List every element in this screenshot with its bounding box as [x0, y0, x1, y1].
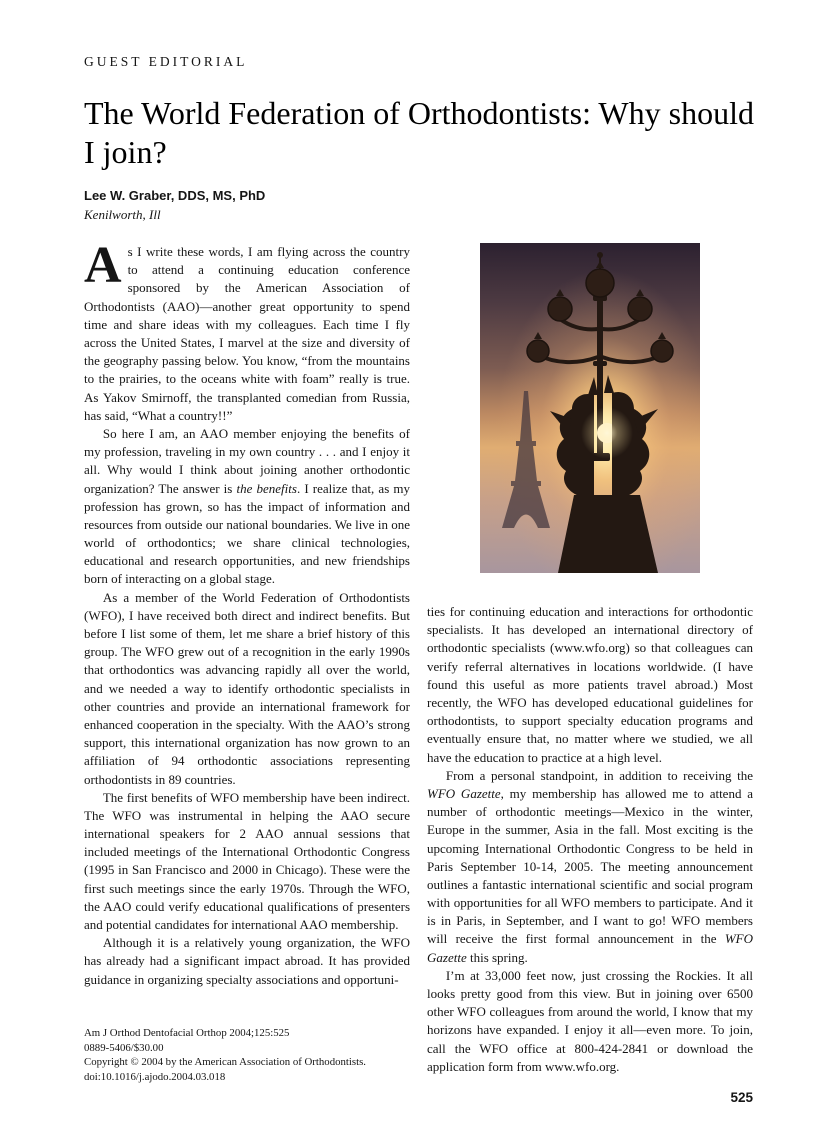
- text-run: Although it is a relatively young organization, the WFO has already had a significant impact abroad. It has provided guidance in organizing specialty associations and opportuni-: [84, 935, 410, 987]
- page-number: 525: [730, 1089, 753, 1105]
- text-run: . I realize that, as my profession has grown, so has the impact of information and resources from outside our national boundaries. We live in one world of orthodontics; we share clinical technologies, educational and research opportunities, and new friendships born of interacting on a global stage.: [84, 480, 410, 587]
- author-affiliation: Kenilworth, Ill: [84, 207, 161, 223]
- citation-line: Copyright © 2004 by the American Association of Orthodontists.: [84, 1056, 366, 1069]
- section-label: GUEST EDITORIAL: [84, 54, 248, 69]
- italic-text: WFO Gazette: [427, 785, 501, 801]
- text-run: From a personal standpoint, in addition to receiving the: [445, 767, 753, 783]
- text-run: , my membership has allowed me to attend a number of orthodontic meetings—Mexico in the winter, Europe in the summer, Asia in the fall. Most exciting is the upcoming International Orthodontic Congress to be held in Paris September 10-14, 2005. The meeting announcement outlines a fantastic international scientific and social program with opportunities for all WFO members to participate. And it is in Paris, in September, and I want to go! WFO members will receive the first formal announcement in the: [427, 785, 753, 947]
- left-column: [84, 237, 410, 1084]
- drop-cap: A: [84, 237, 122, 295]
- left-paragraphs: [84, 425, 410, 989]
- text-run: ties for continuing education and interactions for orthodontic specialists. It has developed an international directory of orthodontic specialists (www.wfo.org) so that colleagues can verify referral alternatives in locations worldwide. (I have found this useful as more patients travel abroad.) Most recently, the WFO has developed educational guidelines for orthodontists, to support specialty education programs and eventually ensure that, no matter where we studied, we all have the education to practice at a high level.: [427, 604, 753, 765]
- body-paragraph: [427, 603, 753, 767]
- body-paragraph: [84, 789, 410, 935]
- right-paragraphs: [427, 603, 753, 1076]
- author-name: Lee W. Graber, DDS, MS, PhD: [84, 188, 266, 204]
- paris-lamp-sunset-photo: [480, 243, 700, 573]
- citation-line: 0889-5406/$30.00: [84, 1041, 164, 1054]
- text-run: So here I am, an AAO member enjoying the benefits of my profession, traveling in my own country . . . and I enjoy it all. Why would I think about joining another orthodontic organization? The answer is: [84, 425, 410, 496]
- text-run: this spring.: [466, 949, 528, 965]
- body-paragraph: [84, 425, 410, 589]
- text-run: As a member of the World Federation of Orthodontists (WFO), I have received both direct and indirect benefits. But before I list some of them, let me share a brief history of this group. The WFO grew out of a recognition in the early 1990s that orthodontics was advancing rapidly all over the world, and we needed a way to identify orthodontic specialists in other countries and provide an international framework for enhanced cooperation in the specialty. With the AAO’s strong support, this international organization has now grown to an affiliation of 94 orthodontic associations representing orthodontists in 89 countries.: [84, 589, 410, 787]
- text-run: The first benefits of WFO membership have been indirect. The WFO was instrumental in helping the AAO secure international speakers for 2 AAO annual sessions that included meetings of the International Orthodontic Congress (1995 in San Francisco and 2000 in Chicago). These were the first such meetings since the early 1970s. Through the WFO, the AAO could verify educational qualifications of presenters and potential candidates for international AAO membership.: [84, 789, 410, 932]
- body-paragraph: [427, 767, 753, 967]
- two-column-body: [84, 237, 754, 1105]
- opening-text: s I write these words, I am flying across the country to attend a continuing education conference sponsored by the American Association of Orthodontists (AAO)—another great opportunity to spend time and share ideas with my colleagues. Each time I fly across the United States, I marvel at the size and diversity of the geography passing below. You know, “from the mountains to the prairies, to the oceans white with foam” really is true. As Yakov Smirnoff, the transplanted comedian from Russia, has said, “What a country!!”: [84, 244, 410, 423]
- citation-line: doi:10.1016/j.ajodo.2004.03.018: [84, 1070, 226, 1083]
- body-paragraph: [84, 589, 410, 789]
- citation-block: [84, 1008, 410, 1084]
- text-run: I’m at 33,000 feet now, just crossing the Rockies. It all looks pretty good from this view. But in joining over 6500 other WFO colleagues from around the world, I know that my horizons have expanded. I enjoy it all—even more. To join, call the WFO office at 800-424-2841 or download the application form from www.wfo.org.: [427, 967, 753, 1074]
- italic-text: WFO Gazette: [427, 931, 753, 965]
- italic-text: the benefits: [236, 480, 297, 496]
- citation-line: Am J Orthod Dentofacial Orthop 2004;125:525: [84, 1027, 290, 1040]
- sun-bloom: [581, 407, 633, 459]
- body-paragraph: [84, 934, 410, 989]
- right-column: [427, 243, 753, 1105]
- body-paragraph: [427, 967, 753, 1076]
- article-title: The World Federation of Orthodontists: Why should I join?: [84, 95, 754, 171]
- opening-paragraph: [84, 237, 410, 425]
